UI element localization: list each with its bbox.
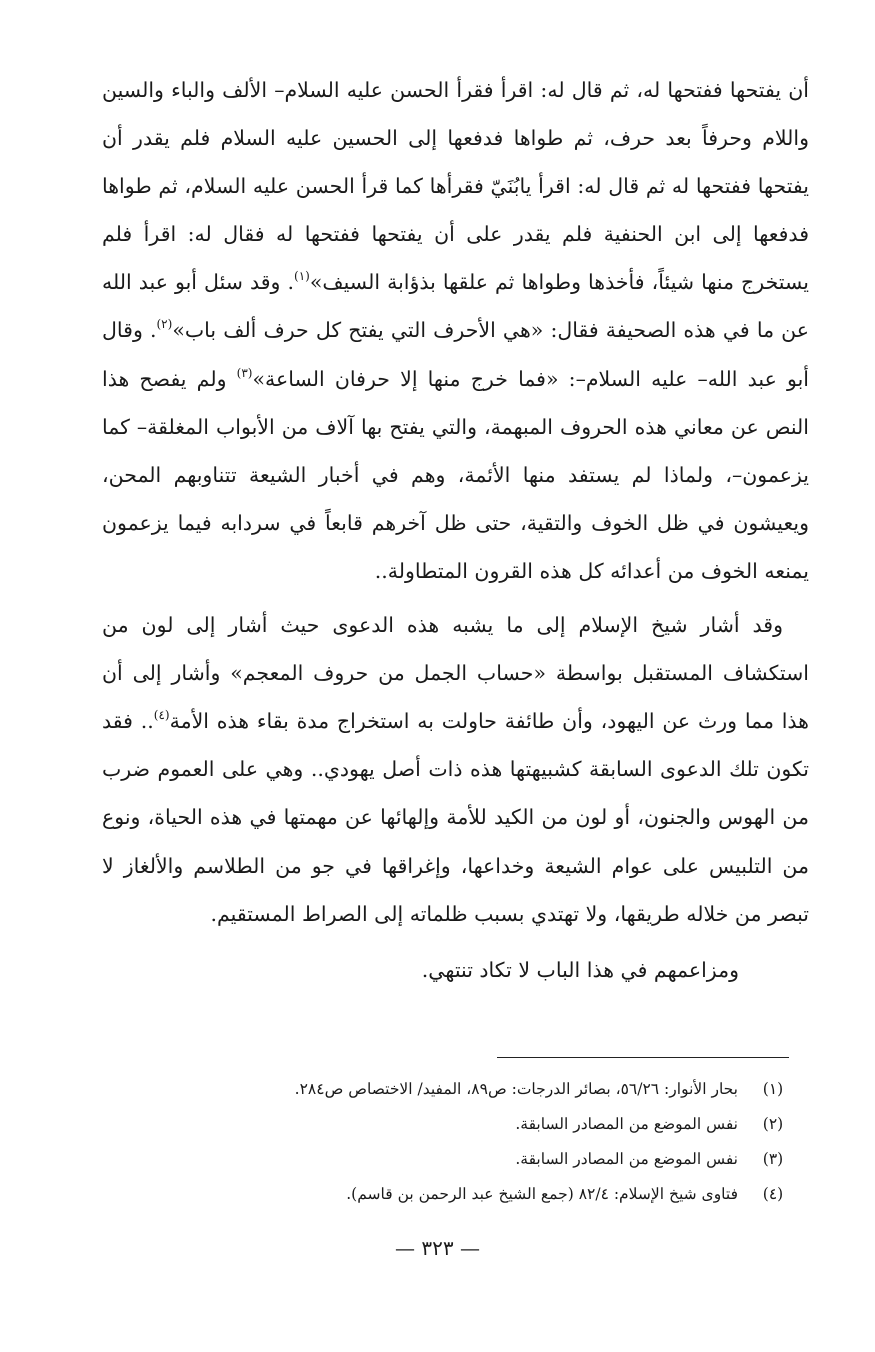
footnote-text: بحار الأنوار: ٥٦/٢٦، بصائر الدرجات: ص٨٩، المفيد/ الاختصاص ص٢٨٤. xyxy=(294,1080,738,1098)
footnote-number: (٣) xyxy=(762,1150,784,1168)
footnote-4 xyxy=(90,1177,790,1212)
paragraph-1-part-2: . وقد سئل أبو عبد الله عن ما في هذه الصحيفة فقال: «هي الأحرف التي يفتح كل حرف ألف باب» xyxy=(102,270,810,343)
footnote-text: نفس الموضع من المصادر السابقة. xyxy=(515,1150,738,1168)
paragraph-2 xyxy=(102,601,809,938)
footnote-1 xyxy=(90,1072,790,1107)
paragraph-2-part-1: وقد أشار شيخ الإسلام إلى ما يشبه هذه الدعوى حيث أشار إلى لون من استكشاف المستقبل بواسطة «حساب الجمل من حروف المعجم» وأشار إلى أن هذا مما ورث عن اليهود، وأن طائفة حاولت به استخراج مدة بقاء هذه الأمة xyxy=(102,613,809,734)
footnote-text: فتاوى شيخ الإسلام: ٨٢/٤ (جمع الشيخ عبد الرحمن بن قاسم). xyxy=(346,1185,738,1203)
main-text xyxy=(102,66,809,994)
footnotes xyxy=(90,1072,790,1212)
footnote-2 xyxy=(90,1107,790,1142)
paragraph-1-part-3: . وقال أبو عبد الله– عليه السلام–: «فما خرج منها إلا حرفان الساعة» xyxy=(102,318,809,391)
paragraph-3 xyxy=(102,946,809,994)
footnote-number: (١) xyxy=(762,1080,784,1098)
footnote-separator xyxy=(497,1057,789,1058)
footnote-text: نفس الموضع من المصادر السابقة. xyxy=(515,1115,738,1133)
footnote-ref-1: (١) xyxy=(294,269,310,284)
paragraph-2-part-2: .. فقد تكون تلك الدعوى السابقة كشبيهتها هذه ذات أصل يهودي.. وهي على العموم ضرب من الهوس والجنون، أو لون من الكيد للأمة وإلهائها عن مهمتها في هذه الحياة، ونوع من التلبيس على عوام الشيعة وخداعها، وإغراقها في جو من الطلاسم والألغاز لا تبصر من خلاله طريقها، ولا تهتدي بسبب ظلماته إلى الصراط المستقيم. xyxy=(102,709,809,926)
paragraph-3-text: ومزاعمهم في هذا الباب لا تكاد تنتهي. xyxy=(421,957,739,982)
footnote-number: (٤) xyxy=(762,1185,784,1203)
footnote-ref-3: (٣) xyxy=(236,365,253,380)
page-number: — ٣٢٣ — xyxy=(395,1236,480,1260)
paragraph-1-part-4: ولم يفصح هذا النص عن معاني هذه الحروف المبهمة، والتي يفتح بها آلاف من الأبواب المغلقة– كما يزعمون–، ولماذا لم يستفد منها الأئمة، وهم في أخبار الشيعة تتناوبهم المحن، ويعيشون في ظل الخوف والتقية، حتى ظل آخرهم قابعاً في سردابه فيما يزعمون يمنعه الخوف من أعدائه كل هذه القرون المتطاولة.. xyxy=(102,366,809,583)
footnote-number: (٢) xyxy=(762,1115,784,1133)
paragraph-1 xyxy=(102,66,809,595)
footnote-3 xyxy=(90,1142,790,1177)
footnote-ref-2: (٢) xyxy=(156,317,173,332)
footnote-ref-4: (٤) xyxy=(153,708,170,723)
paragraph-1-part-1: أن يفتحها ففتحها له، ثم قال له: اقرأ فقرأ الحسن عليه السلام– الألف والباء والسين واللام وحرفاً بعد حرف، ثم طواها فدفعها إلى الحسين عليه السلام فلم يقدر أن يفتحها ففتحها له ثم قال له: اقرأ يابُنَيّ فقرأها كما قرأ الحسن عليه السلام، ثم طواها فدفعها إلى ابن الحنفية فلم يقدر على أن يفتحها ففتحها له فقال له: اقرأ فلم يستخرج منها شيئاً، فأخذها وطواها ثم علقها بذؤابة السيف» xyxy=(102,78,809,295)
